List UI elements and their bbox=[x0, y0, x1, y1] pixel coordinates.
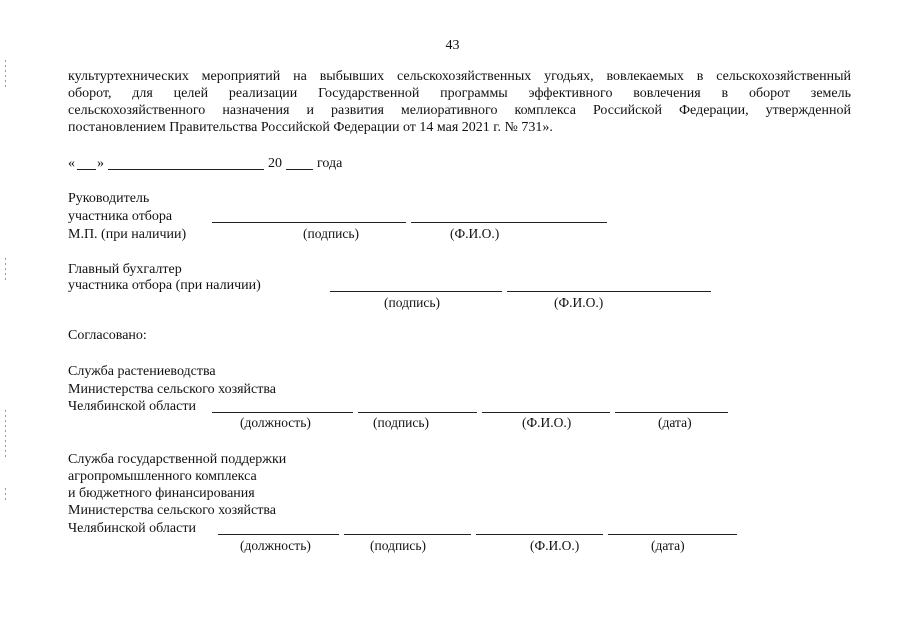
support-name-caption: (Ф.И.О.) bbox=[530, 538, 580, 553]
crop-name-line bbox=[482, 412, 610, 413]
crop-service-ministry: Министерства сельского хозяйства bbox=[68, 382, 277, 397]
scan-edge-mark bbox=[5, 410, 6, 460]
crop-date-caption: (дата) bbox=[658, 415, 692, 430]
head-name-line bbox=[411, 222, 607, 223]
support-service-line3: и бюджетного финансирования bbox=[68, 486, 255, 501]
intro-line: оборот, для целей реализации Государственной программы эффективного вовлечения в оборот земель bbox=[68, 86, 851, 101]
support-service-region: Челябинской области bbox=[68, 521, 196, 536]
scan-edge-mark bbox=[5, 488, 6, 502]
accountant-subtitle: участника отбора (при наличии) bbox=[68, 278, 261, 293]
support-date-caption: (дата) bbox=[651, 538, 685, 553]
support-date-line bbox=[608, 534, 737, 535]
page-number: 43 bbox=[445, 38, 460, 53]
intro-line: культуртехнических мероприятий на выбывших сельскохозяйственных угодьях, вовлекаемых в сельскохозяйственный bbox=[68, 69, 851, 84]
day-blank-line bbox=[77, 169, 96, 170]
crop-service-title: Служба растениеводства bbox=[68, 364, 216, 379]
head-name-caption: (Ф.И.О.) bbox=[450, 226, 500, 241]
accountant-name-line bbox=[507, 291, 711, 292]
month-blank-line bbox=[108, 169, 264, 170]
date-suffix: года bbox=[317, 156, 343, 171]
scan-edge-mark bbox=[5, 258, 6, 280]
crop-date-line bbox=[615, 412, 728, 413]
support-position-line bbox=[218, 534, 339, 535]
intro-line: постановлением Правительства Российской Федерации от 14 мая 2021 г. № 731». bbox=[68, 120, 553, 135]
accountant-signature-line bbox=[330, 291, 502, 292]
agreed-label: Согласовано: bbox=[68, 328, 147, 343]
head-title: Руководитель bbox=[68, 191, 150, 206]
crop-name-caption: (Ф.И.О.) bbox=[522, 415, 572, 430]
support-service-ministry: Министерства сельского хозяйства bbox=[68, 503, 277, 518]
accountant-title: Главный бухгалтер bbox=[68, 262, 182, 277]
accountant-name-caption: (Ф.И.О.) bbox=[554, 295, 604, 310]
support-signature-line bbox=[344, 534, 471, 535]
crop-signature-line bbox=[358, 412, 477, 413]
support-name-line bbox=[476, 534, 603, 535]
crop-position-caption: (должность) bbox=[240, 415, 311, 430]
head-signature-line bbox=[212, 222, 406, 223]
accountant-signature-caption: (подпись) bbox=[384, 295, 441, 310]
support-position-caption: (должность) bbox=[240, 538, 311, 553]
crop-signature-caption: (подпись) bbox=[373, 415, 430, 430]
head-seal-note: М.П. (при наличии) bbox=[68, 227, 187, 242]
date-close-quote: » bbox=[97, 156, 104, 171]
scan-edge-mark bbox=[5, 60, 6, 90]
support-service-title: Служба государственной поддержки bbox=[68, 452, 287, 467]
intro-line: сельскохозяйственного назначения и развития мелиоративного комплекса Российской Федерации, утвержденной bbox=[68, 103, 851, 118]
support-service-line2: агропромышленного комплекса bbox=[68, 469, 257, 484]
year-prefix: 20 bbox=[268, 156, 282, 171]
head-signature-caption: (подпись) bbox=[303, 226, 360, 241]
crop-service-region: Челябинской области bbox=[68, 399, 196, 414]
year-blank-line bbox=[286, 169, 313, 170]
intro-paragraph bbox=[68, 68, 851, 136]
date-open-quote: « bbox=[68, 156, 75, 171]
support-signature-caption: (подпись) bbox=[370, 538, 427, 553]
crop-position-line bbox=[212, 412, 353, 413]
head-subtitle: участника отбора bbox=[68, 209, 173, 224]
